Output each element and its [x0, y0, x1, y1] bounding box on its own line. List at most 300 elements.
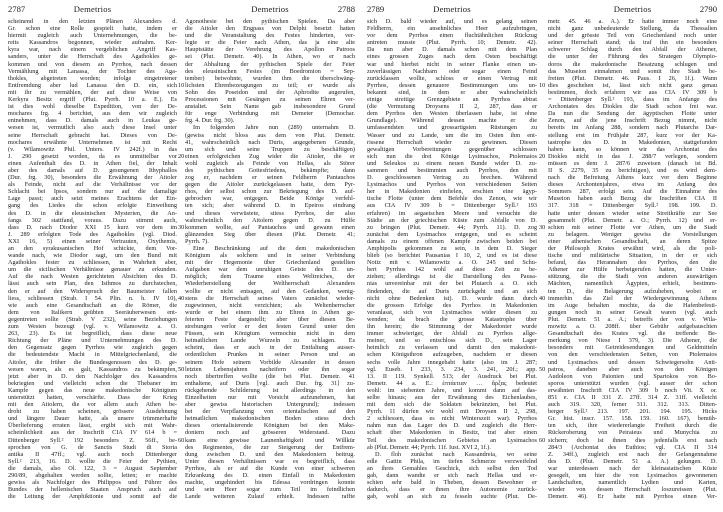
text-line: die Leitung der Amphiktionie und somit auf die	[8, 493, 177, 501]
text-line: Eine Beschränkung auf die dem makedonischen	[193, 245, 355, 252]
text-line: Städte an der griechischen Küste zum Abfalle von D.	[367, 216, 537, 224]
text-line: ten sich; aber während D. in Epeiros eindrang	[185, 202, 355, 210]
text-line: damals zu einem offenen Kampfe zwischen beiden bei	[367, 237, 537, 245]
text-line: Kerkyra Besitz ergriff (Plut. Pyrrh. 10 a. E.). Es	[8, 96, 177, 104]
text-line: 290/89, abgehalten werden sollte, leiten; er machte	[8, 472, 177, 479]
text-line: Teil des makedonischen Gebietes an Lysimachos	[367, 436, 537, 444]
text-line: erwähnten Inschrift CIA IV 309 b noch Vit. X or.	[548, 386, 717, 394]
text-line: Processionen mit Gesängen zu seinen Ehren ver-	[185, 96, 355, 104]
text-line: schen Königsthron aufzugeben, nachdem er diesen	[367, 351, 537, 359]
column-text	[8, 18, 177, 500]
margin-line-number: 60	[539, 436, 546, 444]
text-line: 2 schliessen, dass es nicht Winterszeit war). Pyrrhos	[367, 415, 537, 423]
text-line: stützung, die die Stadt von anderen auswärtigen	[548, 273, 717, 281]
text-line: und längere Dauer hatte, als unsere trümmerhafte	[8, 415, 177, 423]
text-line: heimlich zu verlassen und damit den makedoni-	[367, 344, 537, 352]
text-line: Pyrrh. 7).	[185, 237, 209, 245]
column-text	[548, 18, 717, 500]
text-line: D. floh zunächst nach Kassandreia, wo seine	[375, 450, 537, 458]
text-line: freiten (Plut. Demetr. 46. Paus. I 26, 1f.). Wann	[548, 74, 717, 82]
text-line: gebrochen war, entgegen. Beide Könige verfehl-	[185, 195, 355, 203]
text-line: gegentreten sollte (Strab. V 232), seine Beziehungen	[8, 315, 177, 323]
text-line: des eleusinischen Festes (im Boedromion = Sep-	[185, 67, 355, 75]
text-line: gewiss als Nachfolger des Philippos und Führer des	[8, 479, 177, 487]
text-line: (v. Wilamowitz Phil. Unters. IV 242f.) in das	[8, 145, 177, 153]
text-line: dung zwischen D. und den Makedoniern beitrug.	[185, 450, 355, 458]
column-header	[367, 4, 537, 16]
text-line: sich nun die drei Könige Lysimachos, Ptolemaios	[367, 152, 537, 160]
text-line: tische Flotte (unter dem Befehle des Zenon, wie wir	[367, 195, 537, 203]
text-line: einige streitige Grenzgebiete an Pyrrhos abtrat	[367, 96, 537, 104]
text-line: umfassendsten und grossartigsten Rüstungen zu	[367, 124, 537, 132]
text-line: mit den Aitolern, die vor allem auch Athen be-	[8, 401, 177, 409]
text-line: tastrophe des D. in Makedonien, stattgefunden	[548, 138, 717, 146]
margin-line-number: 30	[539, 223, 546, 231]
text-line: zu bringen (Plut. Demetr. 44; Pyrrh. 11). D. zog	[367, 223, 537, 231]
text-line: kommen und von diesem an Pyrrhos, nach dessen	[8, 60, 177, 68]
text-line: merkung von Niese I 379, 3). Die Athener, die	[548, 337, 717, 345]
text-line: zunächst dem Lysimachos entgegen, und es scheint	[367, 230, 537, 238]
text-line: gesammelt (Plut. Demetr. a. O.; Pyrrh. 12) und er-	[548, 216, 717, 224]
text-line: Entfremdung aber lud Lanassa den D. ein, sich	[8, 81, 177, 89]
text-line: im Auge behalten mochte, da die Hafenbefesti-	[548, 301, 717, 309]
text-line: kam eine gewisse Launenhaftigkeit und Willkür	[185, 436, 355, 444]
text-line: wahrscheinlich den Aitolern gegen D. zu Hülfe	[185, 216, 355, 224]
text-line: nicht ohne Bedenken ist). D. wurde dann durch	[367, 294, 537, 302]
text-line: sprochen von G. de Sanctis Studi di Storia	[8, 443, 177, 451]
text-line: glänzenden Sieg über diesen (Plut. Demetr. 41;	[185, 230, 355, 238]
text-line: (gewiss nicht bloss aus dem von Plut. Demetr.	[185, 131, 355, 139]
text-line: mowitz a. O. 208ff. über Gebühr aufgebauschten	[548, 323, 717, 331]
text-line: letzten Lebensjahren nacheifern oder ihn sogar	[185, 365, 355, 373]
text-line: Rückeroberung von Peiraieus und Munychia zu	[548, 429, 717, 437]
text-line: Syll.² 213, 16. D. wollte die Feier der Pythien,	[8, 457, 177, 465]
text-line: Archontates des Diokles die Stadt schon frei war.	[548, 103, 717, 111]
text-line: Audoleon von Paionien und Spartokos von Bo-	[548, 372, 717, 380]
text-line: rückgehende Schilderung ist allerdings in den	[185, 386, 355, 394]
text-line: zurücklassen wollte, schloss er einen Vertrag mit	[367, 74, 537, 82]
text-line: J. 289 erfolgten Tode des Agathokles (vgl. Diod.	[8, 230, 177, 238]
text-line: Grundlage). Während dessen machte er die	[367, 117, 537, 125]
text-line: gesegelt, um hier die von Lysimachos gewonnenen	[548, 472, 717, 479]
column-2787	[8, 0, 177, 512]
text-line: dieses orientalisierende Königtum bei den Make-	[185, 422, 355, 430]
text-line: die Aitoler den Engpass von Delphi besetzt hatten	[185, 25, 355, 33]
text-line: Diokles nicht in das J. 288/7 verlegen, sondern	[548, 152, 717, 160]
text-line: von den verschiedensten Seiten, von Ptolemaios	[548, 351, 717, 359]
text-line: droht zu haben scheinen, grössere Ausdehnung	[8, 408, 177, 416]
text-line: Kampfe gegen das neue makedonische Königtum	[8, 386, 177, 394]
text-line: 13. II 119. Synkell. 513; der Ausdruck bei Plut.	[367, 372, 537, 380]
text-line: Athener zur Hülfe herbeigerufen hatten, die Unter-	[548, 266, 717, 274]
text-line: mochares erwähnte Unternehmen ist mit Recht	[8, 138, 177, 146]
text-line: tember) beiwohnte, wurden ihm die überschwäng-	[185, 74, 355, 82]
text-line: um die sicilischen Verhältnisse genauer zu erkunden.	[8, 266, 177, 274]
text-line: 284/3 (Archontat des Euthios; vgl. CIA II 314	[548, 443, 717, 451]
text-line: einen Aufenthalt des D. in Athen fiel, der Inhalt	[8, 159, 177, 167]
text-line: meiner, und so entschloss sich D., sein Lager	[367, 337, 537, 345]
text-line: die grossen Erfolge des Pyrrhos in Makedonien	[367, 301, 537, 309]
text-line: Feldherrn, ein ansehnliches Heer aufzubringen,	[367, 25, 537, 33]
text-line: doros die makedonische Besatzung schlugen und	[548, 60, 717, 68]
text-line: besonders mit Getreidesendungen und Geldmitteln	[548, 344, 717, 352]
text-line: = Dittenberger Syll.² 193, dass im Anfange des	[548, 96, 717, 104]
text-line: Wiederherstellung der Weltherrschaft Alexanders	[185, 280, 355, 288]
text-line: ihn herein; die Stimmung der Makedonier wurde	[367, 323, 537, 331]
text-line: 41, wahrscheinlich nach Duris, angegebenen Grunde,	[185, 138, 355, 146]
column-2788	[185, 0, 355, 512]
text-line: Vermählung mit Lanassa, der Tochter des Aga-	[8, 67, 177, 75]
text-line: seine Herrschaft gebracht hat. Dieses von De-	[8, 131, 177, 139]
text-line: 263, 23). Es ist begreiflich, dass diese neue	[8, 330, 177, 338]
text-line: Z. 34ff.), zugleich erst nach der Gefangennahme	[548, 450, 717, 458]
text-line: feierten Feste dargestellt; aber über diesen Be-	[185, 315, 355, 323]
text-line: Dittenberger Syll.² 192 besonders Z. 56ff., be-	[8, 436, 177, 444]
text-line: Gr. schon eine Rolle gespielt hatte, indem er	[8, 25, 177, 33]
text-line: wie auch eine Gesandtschaft an die Römer, die	[8, 301, 177, 309]
running-title: Demetrios	[73, 4, 112, 14]
text-line: befand, das Herannahen des Pyrrhos, den die	[548, 259, 717, 267]
text-line: dieses Archontenjahres, etwa im Anfang des	[548, 181, 717, 189]
text-line: rhos, der selbst schon zur Bekriegung des D. auf-	[185, 188, 355, 196]
text-line: thokles, abgetreten worden; infolge eingetretener	[8, 74, 177, 82]
text-line: aber gewiss historischen Untergrund); indessen	[185, 401, 355, 409]
text-line: sechs volle Jahre innegehabt hatte (also im J. 287;	[367, 358, 537, 366]
text-line: mit der Hegemonie über Griechenland gestellten	[185, 259, 355, 267]
text-line: sporos unterstützt wurden (vgl. ausser der schon	[548, 379, 717, 387]
text-line: dass D. nach Diodor XXI 15 kurz vor dem im	[8, 223, 177, 231]
text-line: seinem Hofe seinem Vorbilde Alexander in dessen	[185, 358, 355, 366]
text-line: Agonothesie bei den pythischen Spielen. Da aber	[185, 18, 355, 25]
text-line: enthaltene, auf Duris [vgl. auch Dur. frg. 31] zu-	[185, 379, 355, 387]
text-line: Landschaften, namentlich Lydien und Karien,	[548, 479, 717, 487]
text-line: (Dur. frg. 30), besonders die Erwähnung der Aitoler	[8, 174, 177, 182]
margin-line-number: 60	[178, 436, 185, 444]
text-line: einer athenischen Gesandtschaft, an deren Spitze	[548, 237, 717, 245]
text-line: dies geschehen ist, lässt sich nicht ganz genau	[548, 81, 717, 89]
text-line: dem Pyrrhos den Westen überlassen habe, ist ohne	[367, 110, 537, 118]
text-line: wieder von dessen Herrschaft loszureissen (Plut.	[548, 486, 717, 494]
text-line: scheinlichkeit aus der Inschrift CIA IV 614 b =	[8, 429, 177, 437]
text-line: sanders, unter die Herrschaft des Agathokles ge-	[8, 53, 177, 61]
text-line: nach die Befreiung Athens kurz vor dem Beginne	[548, 174, 717, 182]
text-line: erfahren) im aegaeischen Meere und versuchte die	[367, 209, 537, 217]
text-line: mochares frg. 4 berichtet, aus dem wir zugleich	[8, 110, 177, 118]
text-line: unterstützt hatten, verschärfte. Dass der Krieg	[8, 393, 177, 401]
margin-line-number: 50	[539, 365, 546, 373]
text-line: sammen und bestimmten auch Pyrrhos, den mit	[367, 166, 537, 174]
running-title: Demetrios	[251, 4, 289, 14]
text-line: fangs 302 stattfand, voraus. Dazu stimmt auch,	[8, 216, 177, 224]
text-line: Zenon, auf die jene Inschrift Bezug nimmt, nicht	[548, 117, 717, 125]
text-line: als Feinde, nicht auf die Verhältnisse vor der	[8, 181, 177, 189]
text-line: schwerer Schlag durch den Abfall der Athener,	[548, 46, 717, 54]
text-line: bestimmen, doch erfahren wir aus CIA IV 309 b	[548, 88, 717, 96]
text-line: kommen wollte, auf Pantauchos und gewann einen	[185, 223, 355, 231]
text-line: schien sehr bald in Theben, dessen Bewohner er	[367, 479, 537, 487]
text-line: wohl: im siebenten Jahre, und kommt dann auf das-	[367, 386, 537, 394]
text-line: Richtung der Pläne und Unternehmungen des D.	[8, 337, 177, 345]
text-line: Gesandtschaft des Krates vgl. die treffende Be-	[548, 330, 717, 338]
text-line: gewaltigen Vorbereitungen gegenüber schlossen	[367, 145, 537, 153]
text-line: stens die Herrschaft seines Vaters zunächst wieder-	[185, 294, 355, 302]
text-line: Sommers 287, erfolgt sein. Auf die Einnahme des	[548, 188, 717, 196]
text-line: strebungen verlor er den festen Grund unter den	[185, 323, 355, 331]
text-line: auch 319. 320, ferner 311. 312. 313. Ditten-	[548, 401, 717, 409]
text-line: scheinend in den letzten Plänen Alexanders d.	[8, 18, 177, 25]
text-line: Demetr. 44 a. E.: ἑπτάετιαν … ἄρξας bedeutet	[367, 379, 537, 387]
text-line: nahm nun das Lager des D. und zugleich die Herr-	[367, 422, 537, 430]
text-line: Amphipolis gekommen zu sein, in dem D. Sieger	[367, 245, 537, 252]
text-line: wesen waren, als es galt, Kassandros zu bekämpfen,	[8, 365, 177, 373]
text-line: gab, wohl an sich zu fesseln suchte (Plut. De-	[367, 493, 537, 501]
text-line: wohl zugleich als Feinde von Hellas, als Störer	[185, 159, 355, 167]
text-line: XXI 16, 5) einen seiner Vertrauten, Oxythemis,	[8, 237, 177, 245]
text-line: veranlasst, sich von Lysimachos wider diesen zu	[367, 308, 537, 316]
text-line: Auf die nach Westen gerichteten Absichten des D.	[8, 273, 177, 281]
text-line: sei (Plut. Demetr. 40). In Athen, wo er nach	[185, 53, 355, 61]
text-line: Lage passt; auch setzt meines Erachtens der Ein-	[8, 195, 177, 203]
column-2789	[367, 0, 537, 512]
text-line: stellung erst im Frühjahr 287, kurz vor der Ka-	[548, 131, 717, 139]
text-line: Aitoler, die früher die Bundesgenossen des D. ge-	[8, 358, 177, 366]
text-line: aus CIA IV 309 b = Dittenberger Syll.² 193	[367, 202, 537, 210]
text-line: Pyrrhos, dessen genauere Bestimmungen uns un-	[367, 81, 537, 89]
text-line: Erkrankung des D. einen Einfall in Makedonien	[185, 472, 355, 479]
margin-line-number: 40	[539, 294, 546, 302]
text-line: anstaltet. Sein Name gab insbesondere Grund	[185, 103, 355, 111]
text-line: gang des Liedes die schon erfolgte Einweihung	[8, 202, 177, 210]
text-line: kyra war, nach einem vergeblichen Angriff Kas-	[8, 46, 177, 54]
text-line: wesen ist, vermutlich also auch diese Insel unter	[8, 124, 177, 132]
text-line: und sein Heer sogar zum Teil im feindlichen	[185, 486, 355, 494]
text-line: Königtum als solchem und in seiner Verbindung	[185, 252, 355, 260]
text-line: noch übertreffen wollte (die bei Plut. Demetr. 41	[185, 372, 355, 380]
text-line: zu belagern. Weniger gewiss die Vorstellungen	[548, 230, 717, 238]
text-line: antreten musste (Plut. Pyrrh. 10; Demetr. 42).	[367, 39, 537, 47]
column-text	[367, 18, 537, 500]
text-line: blieb (so berichtet Pausanias I 10, 2, und es ist diese	[367, 252, 537, 260]
text-line: der Abhaltung der pythischen Spiele der Feier	[185, 60, 355, 68]
column-number: 2788	[337, 4, 355, 14]
text-line: Agathokles fester zu schliessen, in Wahrheit aber,	[8, 259, 177, 267]
text-line: für enge Verbindung mit Demeter (Demochar.	[185, 110, 355, 118]
text-line: metr. 45. 46 a. A.). Er hatte immer noch eine	[548, 18, 717, 25]
text-line: dem von Italikern geübten Seeräuberwesen ent-	[8, 308, 177, 316]
text-line: Da nun die Sendung der ägyptischen Flotte unter	[548, 110, 717, 118]
text-line: sich D. bald wieder auf, und es gelang seinen	[367, 18, 537, 25]
text-line: und dieses verwüstete, stiess Pyrrhos, der also	[185, 209, 355, 217]
margin-line-number: 10	[539, 81, 546, 89]
text-line: Mächten, namentlich Ägypten, erhielt, bestimm-	[548, 280, 717, 288]
text-line: 317. 318 = Dittenberger Syll.² 198. 199. D.	[548, 202, 717, 210]
text-line: bekriegten und vielleicht schon die Thebaner im	[8, 379, 177, 387]
text-line: 851 e. CIA II 331 Z. 27ff. 314 Z. 31ff. vielleicht	[548, 393, 717, 401]
text-line: und Lysimachos und dessen Schwiegersohn Anti-	[548, 358, 717, 366]
text-line: schaft über Makedonien in Besitz, trat aber einen	[367, 429, 537, 437]
text-line: patros, daneben aber auch von den Königen	[548, 365, 717, 373]
text-line: nias unvereinbar mit der bei Plutarch a. O. sich	[367, 280, 537, 288]
text-line: an den syrakusanischen Hof schickte, dem Vor-	[8, 245, 177, 252]
text-line: Pyrrhos, als er auf die Kunde von einer schweren	[185, 464, 355, 472]
text-line: Einzelheiten nur mit Vorsicht aufzunehmen, hat	[185, 393, 355, 401]
text-line: findenden, die auf Duris zurückgeht und an sich	[367, 287, 537, 295]
text-line: jetzt aber in D. den Nachfolger des Kassandros	[8, 372, 177, 380]
column-number: 2789	[367, 4, 385, 14]
text-line: vgl. Euseb. I 233, 3. 234, 3. 241, 20f.; app.	[367, 365, 537, 373]
text-line: immerhin das Ziel der Wiedergewinnung Athens	[548, 294, 717, 302]
text-line: ten sich, ihre wiedererlangte Freiheit durch die	[548, 422, 717, 430]
text-line: heimatlichen makedonischen Boden stiess doch	[185, 415, 355, 423]
margin-line-number: 20	[178, 152, 185, 160]
column-text	[185, 18, 355, 500]
text-line: edle Gattin Phila, im tiefen Schmerze verzweifelnd	[367, 457, 537, 465]
text-line: Sohn des Poseidon und der Aphrodite angerufen,	[185, 88, 355, 96]
text-line: Hauptstätte der Verehrung des Apollon Patroos	[185, 46, 355, 54]
text-line: lichsten Ehrenbezeugungen zu teil; er wurde als	[185, 81, 355, 89]
text-line: immer schwieriger, der Abfall zu Pyrrhos allge-	[367, 330, 537, 338]
column-header	[8, 4, 177, 16]
text-line: möglich; dem Traume eines Weltreiches, der	[185, 273, 355, 281]
text-line: an ihres Gemahles Geschick, sich selbst den Tod	[367, 464, 537, 472]
text-line: frg. 4. Dur. frg. 30).	[185, 117, 235, 125]
running-title: Demetrios	[613, 4, 652, 14]
text-line: schien mit seiner Flotte vor Athen, um die Stadt	[548, 223, 717, 231]
text-line: und Seleukos zu einem neuen Bunde wider D. zu-	[367, 159, 537, 167]
text-line: wurde er bei einem ihm zu Ehren in Athen ge-	[185, 308, 355, 316]
text-line: lässt auch sein Plan, den Isthmos zu durchstechen,	[8, 280, 177, 288]
text-line: zog er, nachdem er seinen Feldherrn Pantauchos	[185, 174, 355, 182]
text-line: Pyrrh. 11 dürfen wir wohl mit Droysen II 2, 298,	[367, 408, 537, 416]
text-line: haben kann, so können wir das Archontat des	[548, 145, 717, 153]
text-line: legte er die Feier nach Athen, das ja eine alte	[185, 39, 355, 47]
text-line: ten D., die Belagerung aufzuheben, wobei er	[548, 287, 717, 295]
text-line: her in Makedonien einfielen, erschien eine ägyp-	[367, 188, 537, 196]
text-line: des D. in die eleusinischen Mysterien, die An-	[8, 209, 177, 217]
text-line: scheint, dass er auch in der Entfaltung ausser-	[185, 344, 355, 352]
text-line: ist dies wohl dieselbe Expedition, von der De-	[8, 103, 177, 111]
text-line: der Philosoph Krates erwähnt wird, als die poli-	[548, 245, 717, 252]
running-title: Demetrios	[433, 4, 471, 14]
text-line: reits Kassandros begonnen, wieder aufnahm. Ker-	[8, 39, 177, 47]
text-line: seiner Herrschaft stand; da traf ihn ein besonders	[548, 39, 717, 47]
text-line: Aufgaben war dem unruhigen Geiste des D. un-	[185, 266, 355, 274]
text-line: Wasser und zu Lande, um die im Osten ihm ent-	[367, 131, 537, 139]
text-line: Da nun aber D. damals schon mit dem Plan	[367, 46, 537, 54]
text-line: den er auf den Widerspruch der Baumeister fallen	[8, 287, 177, 295]
text-line: machte, ungehindert bis Edessa vordringen konnte	[185, 479, 355, 487]
text-line: zum Westen bezeugt (vgl. v. Wilamowitz a. O.	[8, 323, 177, 331]
text-line: den Gegensatz gegen Pyrrhos wie zugleich gegen	[8, 344, 177, 352]
text-line: berger Syll.² 213. 197. 201. 194. 195. Hicks	[548, 408, 717, 416]
text-line: Gr. hist. inscr. 157. 158. 159. 160. 167), bemüh-	[548, 415, 717, 423]
text-line: war und hierbei nicht in seiner Flanke einen un-	[367, 60, 537, 68]
text-line: Im folgenden Jahre nun (289) unternahm D.	[193, 124, 355, 132]
text-line: gegen die Aitoler zurückgelassen hatte, dem Pyr-	[185, 181, 355, 189]
text-line: Unter diesen Verhältnissen war es begreiflich, dass	[185, 457, 355, 465]
column-number: 2790	[699, 4, 717, 14]
text-line: II S. 2279, 35 zu berichtigen), und es wird dem-	[548, 166, 717, 174]
text-line: und die Veranstaltung des Festes hinderten, ver-	[185, 32, 355, 40]
text-line: wande nach, wie Diodor sagt, um den Bund mit	[8, 252, 177, 260]
text-line: D. geschlossenen Vertrag zu brechen. Während	[367, 174, 537, 182]
margin-line-number: 50	[178, 365, 185, 373]
text-line: die unter der Führung des Strategen Olympio-	[548, 53, 717, 61]
text-line: entnehmen, dass D. damals auch in Leukas ge-	[8, 117, 177, 125]
column-header	[548, 4, 717, 16]
text-line: Überlieferung erraten lässt, ergibt sich mit Wahr-	[8, 422, 177, 430]
text-line: doniern noch auf grösseren Widerstand. Dazu	[185, 429, 355, 437]
text-line: rissene Herrschaft wieder zu gewinnen. Diesen	[367, 138, 537, 146]
text-line: selbe hinaus; aus der Erwähnung des Eichenlaubes,	[367, 393, 537, 401]
text-line: einen erfolgreichen Zug wider die Aitoler, die er	[185, 152, 355, 160]
text-line: zugewinnen, nicht verzichten; als Weltenherrscher	[185, 301, 355, 309]
text-line: zuverlässigen Nachbarn oder sogar einen Feind	[367, 67, 537, 75]
text-line: wollte er nicht entsagen, auf den Gedanken, wenig-	[185, 287, 355, 295]
text-line: Museion haben auch Bezug die Inschriften CIA II	[548, 195, 717, 203]
text-line: bert Pyrrhos 142 wohl auf diese Zeit zu be-	[367, 266, 537, 274]
text-line: mit ihr zu vermählen, der auf diese Weise von	[8, 88, 177, 96]
text-line: die damals, also Ol. 122, 3 = August September	[8, 464, 177, 472]
text-line: Bundes der hellenischen Staaten Anspruch auch auf	[8, 486, 177, 494]
text-line: J. 290 gesetzt worden, da es unmittelbar vor	[8, 152, 177, 160]
text-line: des Regimentes, die zur Steigerung der Entfrem-	[185, 443, 355, 451]
text-line: bei der Verpflanzung von orientalischen auf den	[185, 408, 355, 416]
column-2790	[548, 0, 717, 512]
text-line: dadurch, dass er ihnen ihre Autonomie zurück-	[367, 486, 537, 494]
text-line: tische und militärische Situation, in der er sich	[548, 252, 717, 260]
text-line: eines grossen Zuges nach dem Osten beschäftigt	[367, 53, 537, 61]
text-line: liess, schliessen (Strab. I 54. Plin. n. h. IV 10),	[8, 294, 177, 302]
margin-line-number: 40	[178, 294, 185, 302]
text-line: antika II 47ff.; vgl. auch noch Dittenberger	[8, 450, 177, 458]
text-line: wenden; da brach die grosse Katastrophe über	[367, 315, 537, 323]
text-line: (die Vermutung Droysens II 2, 287, dass er	[367, 103, 537, 111]
text-line: Lande weiteren Zulauf erhielt. Indessen raffte	[185, 493, 355, 501]
text-line: des pythischen Gottesfriedens, bekämpfte; dann	[185, 166, 355, 174]
column-number: 2787	[8, 4, 26, 14]
text-line: aber des damals auf D. gesungenen Ithyphallos	[8, 166, 177, 174]
text-line: gungen noch in seiner Gewalt waren (vgl. auch	[548, 308, 717, 316]
text-line: des D. (Plut. Demetr. 51 a. A.) gelungen. D.	[548, 457, 717, 465]
text-line: bereits im Anfang 288, sondern nach Plutarchs Dar-	[548, 124, 717, 132]
text-line: und der grösste Teil von Griechenland noch unter	[548, 32, 717, 40]
text-line: war unterdessen nach der kleinasiatischen Küste	[548, 464, 717, 472]
text-line: Lysimachos und Pyrrhos von verschiedenen Seiten	[367, 181, 537, 189]
text-line: gab, dann wandte er sich nach Hellas und er-	[367, 472, 537, 479]
text-line: mit dem sich die Soldaten bekränzten, bei Plut.	[367, 401, 537, 409]
column-header	[185, 4, 355, 16]
text-line: die bedeutendste Macht in Mittelgriechenland, die	[8, 351, 177, 359]
text-line: Notiz mit v. Wilamowitz a. O. 245 und Schu-	[367, 259, 537, 267]
text-line: hatte unter dessen wieder seine Streitkräfte zur See	[548, 209, 717, 217]
text-line: Schlacht bei Ipsos, sondern nur auf die damalige	[8, 188, 177, 196]
text-line: ordentlichen Prunkes in seiner Person und an	[185, 351, 355, 359]
margin-line-number: 20	[539, 152, 546, 160]
text-line: vor dem Pyrrhos einen fluchtähnlichen Rückzug	[367, 32, 537, 40]
text-line: Demetr. 46). Er hatte mit Pyrrhos einen Ver-	[548, 493, 717, 501]
text-line: das Museion einnahmen und somit ihre Stadt be-	[548, 67, 717, 75]
text-line: ab (Plut. Demetr. 44; Pyrrh. 11f. Iust. XVI 2, 1f.).	[367, 443, 491, 451]
text-line: hiermit zugleich auch Unternehmungen, die be-	[8, 32, 177, 40]
margin-line-number: 30	[178, 223, 185, 231]
margin-line-number: 10	[178, 81, 185, 89]
text-line: ziehen; allerdings ist die Darstellung des Pausa-	[367, 273, 537, 281]
text-line: sichern; doch ist ihnen dies jedenfalls erst nach	[548, 436, 717, 444]
text-line: Füssen, sein Königtum vermochte nicht in dem	[185, 330, 355, 338]
text-line: heimatlichen Lande Wurzeln zu schlagen. Es	[185, 337, 355, 345]
text-line: müssen es dem J. 287/6 zuweisen (danach ist Bd.	[548, 159, 717, 167]
